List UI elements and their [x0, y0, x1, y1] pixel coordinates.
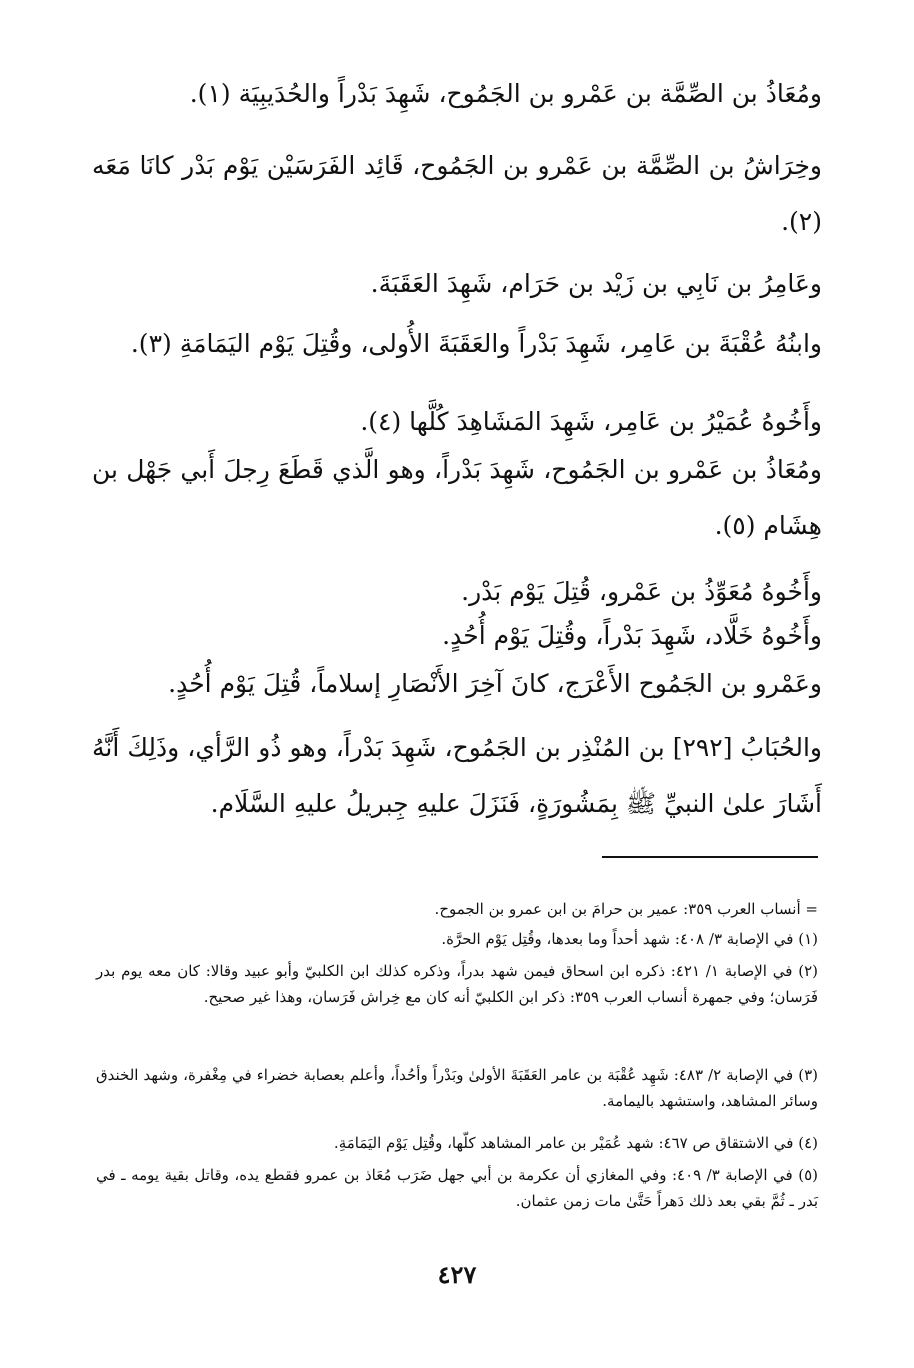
- footnote-separator: [602, 856, 818, 858]
- footnote: (١) في الإصابة ٣/ ٤٠٨: شهد أحداً وما بعدها، وقُتِل يَوْم الحرَّة.: [441, 930, 818, 948]
- footnote: = أنساب العرب ٣٥٩: عمير بن حرامَ بن ابن عمرو بن الجموح.: [434, 900, 818, 918]
- footnote: (٣) في الإصابة ٢/ ٤٨٣: شَهِد عُقْبَة بن عامر العَقَبَةَ الأولىٰ وبَدْراً وأحُداً، وأعلم بعصابة خضراء في مِغْفرة، وشهد الخندق وسائر المشاهد، واستشهد باليمامة.: [96, 1066, 819, 1110]
- footnote: (٥) في الإصابة ٣/ ٤٠٩: وفي المغازي أن عكرمة بن أبي جهل ضَرَب مُعَاذ بن عمرو فقطع يده، وقاتل بقية يومه ـ في بَدر ـ ثُمَّ بقي بعد ذلك دَهراً حَتَّىٰ مات زمن عثمان.: [96, 1166, 819, 1210]
- main-paragraph: ومُعَاذُ بن الصِّمَّة بن عَمْرو بن الجَمُوح، شَهِدَ بَدْراً والحُدَيبِيَة (١).: [189, 79, 822, 108]
- main-paragraph: وأَخُوهُ خَلَّاد، شَهِدَ بَدْراً، وقُتِلَ يَوْم أُحُدٍ.: [442, 621, 822, 650]
- main-paragraph: وعَامِرُ بن نَابِي بن زَيْد بن حَرَام، شَهِدَ العَقَبَةَ.: [370, 269, 822, 298]
- main-paragraph: وعَمْرو بن الجَمُوح الأَعْرَج، كانَ آخِرَ الأَنْصَارِ إسلاماً، قُتِلَ يَوْم أُحُدٍ.: [168, 669, 822, 698]
- footnote: (٤) في الاشتقاق ص ٤٦٧: شهد عُمَيْر بن عامر المشاهد كلّها، وقُتِل يَوْم اليَمَامَةِ.: [333, 1134, 818, 1152]
- main-paragraph: ومُعَاذُ بن عَمْرو بن الجَمُوح، شَهِدَ بَدْراً، وهو الَّذي قَطَعَ رِجلَ أَبي جَهْل بن هِشَام (٥).: [92, 455, 822, 540]
- main-paragraph: وخِرَاشُ بن الصِّمَّة بن عَمْرو بن الجَمُوح، قَائِد الفَرَسَيْن يَوْم بَدْر كانَا مَعَه (٢).: [92, 151, 822, 236]
- main-paragraph: وابنُهُ عُقْبَةَ بن عَامِر، شَهِدَ بَدْراً والعَقَبَةَ الأُولى، وقُتِلَ يَوْم اليَمَامَةِ (٣).: [130, 329, 822, 358]
- main-paragraph: والحُبَابُ [٢٩٢] بن المُنْذِر بن الجَمُوح، شَهِدَ بَدْراً، وهو ذُو الرَّأي، وذَلِكَ أَنَّهُ أَشَارَ علىٰ النبيِّ ﷺ بِمَشُورَةٍ، فَنَزَلَ عليهِ جِبريلُ عليهِ السَّلَام.: [92, 733, 823, 818]
- main-paragraph: وأَخُوهُ مُعَوِّذُ بن عَمْرو، قُتِلَ يَوْم بَدْر.: [461, 577, 822, 606]
- footnote: (٢) في الإصابة ١/ ٤٢١: ذكره ابن اسحاق فيمن شهد بدراً، وذكره كذلك ابن الكلبيّ وأبو عبيد وقالا: كان معه يوم بدر فَرَسان؛ وفي جمهرة أنساب العرب ٣٥٩: ذكر ابن الكلبيّ أنه كان مع خِراش فَرَسان، وهذا غير صحيح.: [96, 962, 819, 1006]
- page-number: ٤٢٧: [437, 1260, 477, 1289]
- main-paragraph: وأَخُوهُ عُمَيْرُ بن عَامِر، شَهِدَ المَشَاهِدَ كُلَّها (٤).: [360, 407, 822, 436]
